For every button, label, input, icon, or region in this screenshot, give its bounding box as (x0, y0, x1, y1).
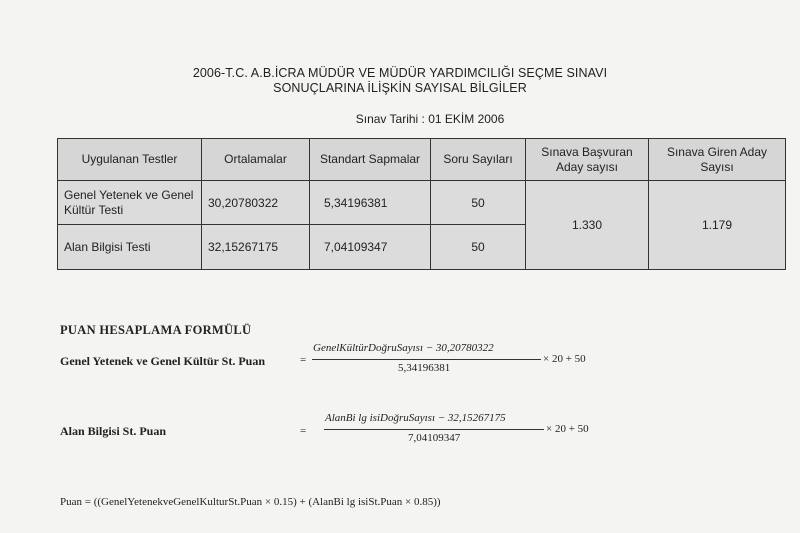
formula1-label: Genel Yetenek ve Genel Kültür St. Puan (60, 354, 265, 368)
formula1-fraction-bar (312, 359, 541, 360)
row-mean: 32,15267175 (202, 225, 310, 270)
formula2-tail: × 20 + 50 (546, 423, 589, 435)
formula3-total-score: Puan = ((GenelYetenekveGenelKulturSt.Puan × 0.15) + (AlanBi lg isiSt.Puan × 0.85)) (60, 496, 441, 508)
formula2-numerator: AlanBi lg isiDoğruSayısı − 32,15267175 (325, 412, 506, 424)
formula1-numerator: GenelKültürDoğruSayısı − 30,20780322 (313, 342, 494, 354)
statistics-table (57, 138, 786, 270)
attendees-count: 1.179 (649, 181, 786, 270)
title-line-2: SONUÇLARINA İLİŞKİN SAYISAL BİLGİLER (273, 81, 527, 95)
header-means: Ortalamalar (202, 139, 310, 181)
formula-heading: PUAN HESAPLAMA FORMÜLÜ (60, 323, 252, 337)
row-test-name: Genel Yetenek ve Genel Kültür Testi (58, 181, 202, 225)
row-std: 7,04109347 (310, 225, 431, 270)
table-row (58, 181, 786, 225)
header-questions: Soru Sayıları (431, 139, 526, 181)
formula1-tail: × 20 + 50 (543, 353, 586, 365)
applicants-count: 1.330 (526, 181, 649, 270)
exam-date: Sınav Tarihi : 01 EKİM 2006 (355, 112, 505, 126)
title-line-1: 2006-T.C. A.B.İCRA MÜDÜR VE MÜDÜR YARDIMCILIĞI SEÇME SINAVI (192, 66, 608, 80)
row-test-name: Alan Bilgisi Testi (58, 225, 202, 270)
formula2-fraction-bar (324, 429, 544, 430)
document-title (0, 66, 800, 96)
header-tests: Uygulanan Testler (58, 139, 202, 181)
formula2-denominator: 7,04109347 (408, 432, 461, 444)
row-std: 5,34196381 (310, 181, 431, 225)
formula1-denominator: 5,34196381 (398, 362, 451, 374)
formula1-equals: = (300, 354, 307, 366)
header-applicants: Sınava Başvuran Aday sayısı (526, 139, 649, 181)
row-questions: 50 (431, 181, 526, 225)
header-std: Standart Sapmalar (310, 139, 431, 181)
header-attendees: Sınava Giren Aday Sayısı (649, 139, 786, 181)
formula2-label: Alan Bilgisi St. Puan (60, 424, 167, 438)
row-questions: 50 (431, 225, 526, 270)
formula2-equals: = (300, 425, 307, 437)
row-mean: 30,20780322 (202, 181, 310, 225)
